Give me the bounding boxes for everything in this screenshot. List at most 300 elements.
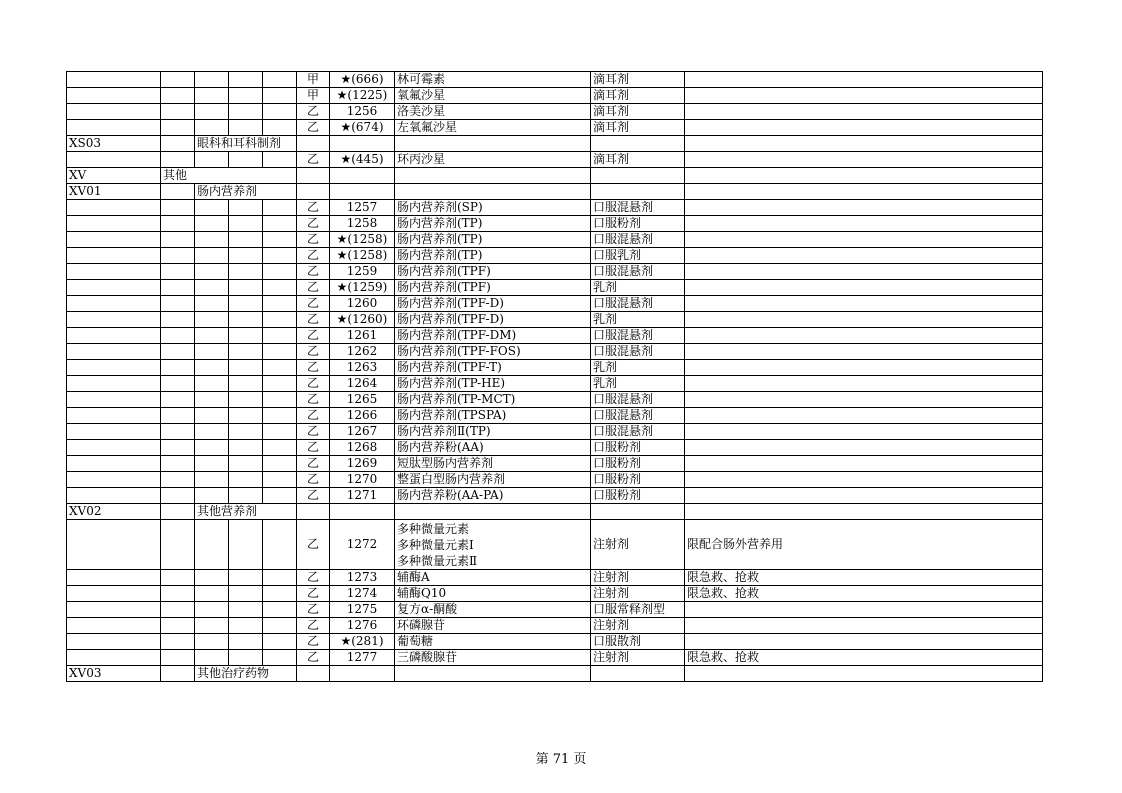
empty-cell [263,296,297,312]
note-cell: 限配合肠外营养用 [685,520,1043,570]
empty-cell [229,408,263,424]
category-code: XV03 [67,666,161,682]
class-cell: 乙 [297,216,330,232]
empty-cell [67,472,161,488]
drug-catalog-table [66,71,1043,682]
empty-cell [161,72,195,88]
dosage-form-cell [685,168,1043,184]
drug-row [67,216,1043,232]
class-cell [297,136,330,152]
dosage-form-cell: 口服混悬剂 [591,408,685,424]
empty-cell [229,216,263,232]
class-cell: 乙 [297,280,330,296]
empty-cell [67,360,161,376]
empty-cell [161,376,195,392]
empty-cell [263,602,297,618]
number-cell: ★(1258) [330,248,395,264]
empty-cell [161,328,195,344]
note-cell [685,472,1043,488]
drug-name-cell: 左氧氟沙星 [395,120,591,136]
class-cell: 乙 [297,392,330,408]
empty-cell [195,248,229,264]
empty-cell [195,618,229,634]
dosage-form-cell: 滴耳剂 [591,88,685,104]
class-cell: 甲 [297,72,330,88]
drug-row [67,424,1043,440]
drug-name-line: 多种微量元素Ⅱ [397,553,478,568]
number-cell: ★(1258) [330,232,395,248]
class-cell: 乙 [297,312,330,328]
class-cell: 乙 [297,296,330,312]
dosage-form-cell: 注射剂 [591,520,685,570]
empty-cell [229,392,263,408]
empty-cell [229,570,263,586]
drug-row [67,360,1043,376]
empty-cell [67,72,161,88]
drug-name-cell: 肠内营养剂(TP) [395,232,591,248]
note-cell [685,120,1043,136]
dosage-form-cell [591,504,685,520]
drug-row [67,376,1043,392]
class-cell: 乙 [297,650,330,666]
empty-cell [195,344,229,360]
empty-cell [161,200,195,216]
number-cell: 1268 [330,440,395,456]
drug-name-line: 多种微量元素Ⅰ [397,537,474,552]
empty-cell [229,296,263,312]
empty-cell [263,360,297,376]
empty-cell [263,376,297,392]
empty-cell [263,650,297,666]
class-cell: 乙 [297,618,330,634]
empty-cell [67,264,161,280]
drug-name-cell: 肠内营养剂(TP) [395,216,591,232]
drug-name-cell: 短肽型肠内营养剂 [395,456,591,472]
drug-name-cell: 林可霉素 [395,72,591,88]
empty-cell [263,408,297,424]
empty-cell [195,570,229,586]
drug-row [67,200,1043,216]
drug-row [67,152,1043,168]
drug-row [67,280,1043,296]
number-cell: 1263 [330,360,395,376]
note-cell [685,136,1043,152]
empty-cell [263,570,297,586]
dosage-form-cell: 口服粉剂 [591,456,685,472]
drug-name-cell: 复方α-酮酸 [395,602,591,618]
empty-cell [229,520,263,570]
empty-cell [67,216,161,232]
class-cell: 乙 [297,248,330,264]
empty-cell [297,168,330,184]
class-cell [297,184,330,200]
dosage-form-cell: 口服混悬剂 [591,392,685,408]
empty-cell [229,634,263,650]
empty-cell [161,344,195,360]
empty-cell [161,602,195,618]
empty-cell [67,152,161,168]
class-cell: 乙 [297,472,330,488]
number-cell: 1261 [330,328,395,344]
empty-cell [161,456,195,472]
empty-cell [161,152,195,168]
empty-cell [195,602,229,618]
class-cell: 乙 [297,424,330,440]
empty-cell [195,440,229,456]
empty-cell [67,440,161,456]
number-cell [330,504,395,520]
note-cell [685,88,1043,104]
drug-row [67,618,1043,634]
dosage-form-cell: 口服混悬剂 [591,264,685,280]
class-cell: 乙 [297,152,330,168]
empty-cell [263,88,297,104]
number-cell: ★(666) [330,72,395,88]
class-cell: 乙 [297,264,330,280]
empty-cell [263,456,297,472]
drug-name-cell: 环磷腺苷 [395,618,591,634]
number-cell: 1275 [330,602,395,618]
drug-row [67,120,1043,136]
note-cell [685,408,1043,424]
empty-cell [161,424,195,440]
empty-cell [195,650,229,666]
empty-cell [263,120,297,136]
empty-cell [229,440,263,456]
empty-cell [195,586,229,602]
drug-row [67,472,1043,488]
empty-cell [195,120,229,136]
drug-row [67,634,1043,650]
empty-cell [67,280,161,296]
drug-name-cell [591,168,685,184]
empty-cell [229,152,263,168]
note-cell [685,104,1043,120]
empty-cell [67,634,161,650]
empty-cell [263,440,297,456]
empty-cell [195,360,229,376]
empty-cell [195,200,229,216]
empty-cell [229,280,263,296]
empty-cell [67,586,161,602]
empty-cell [67,424,161,440]
note-cell [685,232,1043,248]
empty-cell [229,88,263,104]
empty-cell [67,618,161,634]
empty-cell [195,296,229,312]
empty-cell [263,472,297,488]
number-cell [330,184,395,200]
drug-row [67,232,1043,248]
class-cell: 乙 [297,120,330,136]
empty-cell [263,392,297,408]
class-cell: 乙 [297,376,330,392]
empty-cell [195,232,229,248]
note-cell [685,312,1043,328]
drug-name-cell: 肠内营养剂Ⅱ(TP) [395,424,591,440]
number-cell: 1267 [330,424,395,440]
drug-name-cell: 环丙沙星 [395,152,591,168]
empty-cell [229,232,263,248]
note-cell [685,456,1043,472]
dosage-form-cell: 口服粉剂 [591,488,685,504]
note-cell [685,184,1043,200]
number-cell: 1272 [330,520,395,570]
drug-row [67,312,1043,328]
empty-cell [263,200,297,216]
empty-cell [195,88,229,104]
number-cell: 1258 [330,216,395,232]
empty-cell [195,264,229,280]
empty-cell [67,200,161,216]
empty-cell [161,104,195,120]
empty-cell [161,88,195,104]
class-cell: 乙 [297,104,330,120]
empty-cell [161,184,195,200]
note-cell [685,376,1043,392]
empty-cell [67,602,161,618]
category-code: XS03 [67,136,161,152]
empty-cell [161,504,195,520]
class-cell: 乙 [297,328,330,344]
category-row [67,168,1043,184]
drug-name-cell: 肠内营养剂(TPF-DM) [395,328,591,344]
note-cell [685,296,1043,312]
empty-cell [195,488,229,504]
drug-name-cell [395,504,591,520]
drug-row [67,650,1043,666]
dosage-form-cell: 注射剂 [591,650,685,666]
class-cell: 甲 [297,88,330,104]
class-cell: 乙 [297,200,330,216]
drug-row [67,602,1043,618]
empty-cell [67,248,161,264]
drug-row [67,440,1043,456]
number-cell: 1259 [330,264,395,280]
note-cell [685,360,1043,376]
drug-name-cell: 肠内营养剂(TPSPA) [395,408,591,424]
drug-name-cell: 整蛋白型肠内营养剂 [395,472,591,488]
empty-cell [161,360,195,376]
dosage-form-cell: 乳剂 [591,312,685,328]
dosage-form-cell: 口服散剂 [591,634,685,650]
drug-name-cell: 氧氟沙星 [395,88,591,104]
empty-cell [67,88,161,104]
empty-cell [229,264,263,280]
number-cell: ★(1259) [330,280,395,296]
empty-cell [263,264,297,280]
empty-cell [161,312,195,328]
empty-cell [67,520,161,570]
note-cell [685,504,1043,520]
dosage-form-cell: 乳剂 [591,360,685,376]
empty-cell [263,424,297,440]
dosage-form-cell [591,184,685,200]
empty-cell [67,376,161,392]
note-cell [685,634,1043,650]
empty-cell [263,104,297,120]
empty-cell [229,344,263,360]
empty-cell [161,586,195,602]
empty-cell [195,280,229,296]
note-cell: 限急救、抢救 [685,650,1043,666]
category-title: 其他 [161,168,297,184]
empty-cell [263,618,297,634]
empty-cell [161,472,195,488]
drug-name-cell: 肠内营养剂(TPF-D) [395,296,591,312]
empty-cell [195,376,229,392]
empty-cell [263,280,297,296]
category-title: 其他营养剂 [195,504,297,520]
class-cell: 乙 [297,520,330,570]
empty-cell [195,104,229,120]
drug-row [67,488,1043,504]
category-code: XV02 [67,504,161,520]
empty-cell [229,586,263,602]
empty-cell [67,232,161,248]
number-cell: 1274 [330,586,395,602]
class-cell: 乙 [297,586,330,602]
class-cell: 乙 [297,232,330,248]
empty-cell [161,216,195,232]
empty-cell [161,650,195,666]
empty-cell [161,248,195,264]
drug-name-cell [395,666,591,682]
dosage-form-cell: 乳剂 [591,376,685,392]
drug-name-cell: 洛美沙星 [395,104,591,120]
empty-cell [195,312,229,328]
class-cell: 乙 [297,440,330,456]
empty-cell [67,456,161,472]
drug-row [67,586,1043,602]
dosage-form-cell: 口服混悬剂 [591,344,685,360]
empty-cell [67,392,161,408]
note-cell [685,344,1043,360]
drug-name-cell [395,136,591,152]
drug-row [67,104,1043,120]
empty-cell [161,634,195,650]
note-cell [685,216,1043,232]
dosage-form-cell: 滴耳剂 [591,152,685,168]
empty-cell [195,408,229,424]
drug-name-cell [395,520,591,570]
empty-cell [195,328,229,344]
category-title: 其他治疗药物 [195,666,297,682]
dosage-form-cell: 口服常释剂型 [591,602,685,618]
empty-cell [263,344,297,360]
empty-cell [229,72,263,88]
empty-cell [67,328,161,344]
empty-cell [229,312,263,328]
class-cell [330,168,395,184]
note-cell [685,602,1043,618]
empty-cell [67,296,161,312]
dosage-form-cell: 滴耳剂 [591,120,685,136]
empty-cell [263,328,297,344]
note-cell: 限急救、抢救 [685,586,1043,602]
class-cell: 乙 [297,408,330,424]
empty-cell [229,472,263,488]
class-cell [297,666,330,682]
empty-cell [229,618,263,634]
empty-cell [263,312,297,328]
dosage-form-cell: 口服粉剂 [591,216,685,232]
note-cell [685,392,1043,408]
number-cell: 1257 [330,200,395,216]
note-cell [685,328,1043,344]
class-cell: 乙 [297,344,330,360]
empty-cell [263,216,297,232]
number-cell: 1266 [330,408,395,424]
number-cell: ★(445) [330,152,395,168]
category-code: XV [67,168,161,184]
drug-row [67,408,1043,424]
empty-cell [229,650,263,666]
drug-row [67,264,1043,280]
category-row [67,504,1043,520]
empty-cell [67,408,161,424]
empty-cell [195,72,229,88]
dosage-form-cell: 口服乳剂 [591,248,685,264]
class-cell: 乙 [297,360,330,376]
empty-cell [161,570,195,586]
empty-cell [263,232,297,248]
drug-name-cell: 肠内营养粉(AA-PA) [395,488,591,504]
empty-cell [161,280,195,296]
dosage-form-cell [591,136,685,152]
empty-cell [161,232,195,248]
drug-name-cell: 葡萄糖 [395,634,591,650]
empty-cell [263,488,297,504]
dosage-form-cell: 注射剂 [591,618,685,634]
empty-cell [229,360,263,376]
dosage-form-cell: 口服混悬剂 [591,328,685,344]
drug-row [67,248,1043,264]
class-cell: 乙 [297,602,330,618]
empty-cell [161,264,195,280]
dosage-form-cell: 口服粉剂 [591,472,685,488]
dosage-form-cell: 口服混悬剂 [591,200,685,216]
dosage-form-cell [591,666,685,682]
empty-cell [229,200,263,216]
empty-cell [195,392,229,408]
drug-name-line: 多种微量元素 [397,521,470,536]
drug-row [67,520,1043,570]
empty-cell [229,120,263,136]
empty-cell [195,424,229,440]
drug-name-cell: 肠内营养剂(TP-HE) [395,376,591,392]
empty-cell [229,328,263,344]
number-cell: 1273 [330,570,395,586]
class-cell: 乙 [297,456,330,472]
drug-name-cell: 肠内营养剂(TPF-T) [395,360,591,376]
empty-cell [195,472,229,488]
empty-cell [161,520,195,570]
empty-cell [67,488,161,504]
number-cell: 1265 [330,392,395,408]
drug-row [67,344,1043,360]
number-cell: ★(1225) [330,88,395,104]
number-cell: ★(281) [330,634,395,650]
drug-row [67,72,1043,88]
empty-cell [67,650,161,666]
note-cell [685,666,1043,682]
empty-cell [263,520,297,570]
class-cell: 乙 [297,488,330,504]
empty-cell [161,666,195,682]
empty-cell [229,424,263,440]
dosage-form-cell: 口服混悬剂 [591,232,685,248]
